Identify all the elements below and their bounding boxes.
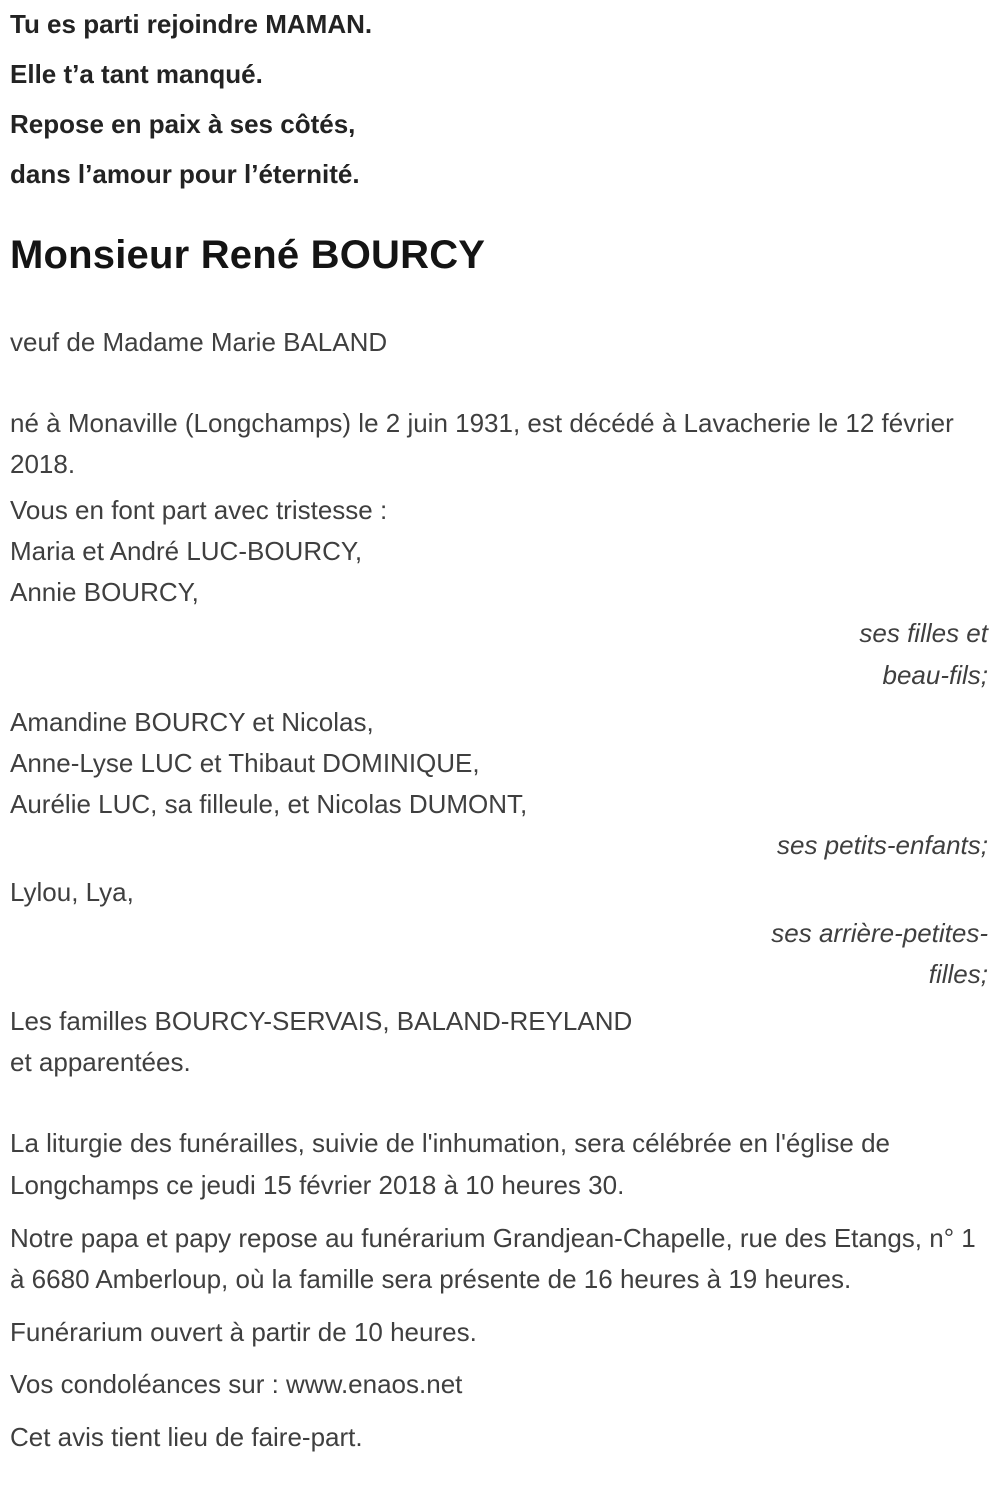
intro-verse-line: Tu es parti rejoindre MAMAN. [10,9,373,39]
family-group-daughters [10,531,988,613]
relation-label-daughters [10,613,988,695]
deceased-name-title: Monsieur René BOURCY [10,233,486,278]
marital-status: veuf de Madame Marie BALAND [10,327,388,358]
intro-verse-line: dans l’amour pour l’éternité. [10,159,360,190]
intro-verse-line: Elle t’a tant manqué. [10,59,263,90]
ceremony-details [10,1123,988,1458]
family-member-line: Les familles BOURCY-SERVAIS, BALAND-REYLAND [10,1006,633,1037]
family-member-line: Aurélie LUC, sa filleule, et Nicolas DUMONT, [10,788,528,819]
funeral-liturgy-paragraph: La liturgie des funérailles, suivie de l'inhumation, sera célébrée en l'église de Longchamps ce jeudi 15 février 2018 à 10 heures 30. [10,1128,891,1200]
relation-label-great-grandchildren [10,913,988,995]
family-member-line: Amandine BOURCY et Nicolas, [10,706,374,737]
relation-label-line: ses arrière-petites- [771,918,988,949]
funerarium-address-paragraph: Notre papa et papy repose au funérarium Grandjean-Chapelle, rue des Etangs, n° 1 à 6680 Amberloup, où la famille sera présente de 16 heures à 19 heures. [10,1222,976,1295]
family-member-line: Lylou, Lya, [10,876,134,907]
family-group-extended [10,1001,988,1083]
relation-label-line: ses filles et [859,618,988,649]
family-group-grandchildren [10,702,988,825]
condolences-paragraph: Vos condoléances sur : www.enaos.net [10,1369,463,1400]
funerarium-hours-paragraph: Funérarium ouvert à partir de 10 heures. [10,1316,477,1347]
notice-footer-paragraph: Cet avis tient lieu de faire-part. [10,1421,363,1452]
family-group-great-grandchildren [10,872,988,913]
intro-verse-line: Repose en paix à ses côtés, [10,109,356,140]
relation-label-line: ses petits-enfants; [777,829,988,860]
family-member-line: Annie BOURCY, [10,577,199,608]
family-member-line: Maria et André LUC-BOURCY, [10,536,363,567]
life-dates: né à Monaville (Longchamps) le 2 juin 1931, est décédé à Lavacherie le 12 février 2018. [10,407,954,480]
relation-label-grandchildren [10,825,988,866]
announcement-intro: Vous en font part avec tristesse : [10,494,388,525]
family-member-line: Anne-Lyse LUC et Thibaut DOMINIQUE, [10,747,480,778]
family-member-line: et apparentées. [10,1047,191,1078]
intro-verse [10,10,988,189]
relation-label-line: filles; [928,959,988,990]
relation-label-line: beau-fils; [882,659,988,690]
